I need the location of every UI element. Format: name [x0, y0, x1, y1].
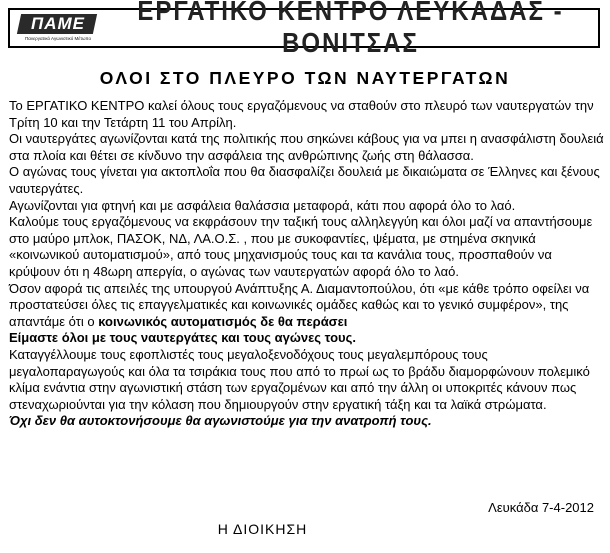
paragraph-2: Οι ναυτεργάτες αγωνίζονται κατά της πολιτικής που σηκώνει κάβους για να μπει η ανασφάλιστη δουλειά στα πλοία και θέτει σε κίνδυνο την ασφάλεια της ανθρώπινης ζωής στη θάλασσα. [9, 131, 604, 163]
document-body [9, 98, 605, 430]
document-date: Λευκάδα 7-4-2012 [488, 500, 594, 515]
signature: Η ΔΙΟΙΚΗΣΗ [217, 521, 308, 537]
paragraph-4: Αγωνίζονται για φτηνή και με ασφάλεια θαλάσσια μεταφορά, κάτι που αφορά όλο το λαό. [9, 197, 516, 213]
paragraph-1: Το ΕΡΓΑΤΙΚΟ ΚΕΝΤΡΟ καλεί όλους τους εργαζόμενους να σταθούν στο πλευρό των ναυτεργατών την Τρίτη 10 και την Τετάρτη 11 του Απρίλη. [9, 98, 594, 130]
paragraph-6 [9, 281, 605, 331]
closing-text: Όχι δεν θα αυτοκτονήσουμε θα αγωνιστούμε για την ανατροπή τους. [9, 413, 432, 429]
paragraph-5: Καλούμε τους εργαζόμενους να εκφράσουν την ταξική τους αλληλεγγύη και όλοι μαζί να απαντήσουμε στο μαύρο μπλοκ, ΠΑΣΟΚ, ΝΔ, ΛΑ.Ο.Σ. , που με συκοφαντίες, ψέματα, με στημένα σκηνικά «κοινωνικού αυτοματισμού», από τους μηχανισμούς τους και τα κανάλια τους, προσπαθούν να κρύψουν ότι η 48ωρη απεργία, ο αγώνας των ναυτεργατών αφορά όλο το λαό. [9, 214, 593, 279]
paragraph-denounce: Καταγγέλλουμε τους εφοπλιστές τους μεγαλοξενοδόχους τους μεγαλεμπόρους τους μεγαλοπαραγωγούς και όλα τα τσιράκια τους που από το πρωί ως το βράδυ διαμορφώνουν πολεμικό κλίμα ενάντια στην αγωνιστική στάση των εργαζομένων και από την άλλη οι υποκριτές κάνουν πως στεναχωριούνται για την κόλαση που δημιουργούν στην εργατική τάξη και τα λαϊκά στρώματα. [9, 346, 590, 412]
bold-statement-text: Είμαστε όλοι με τους ναυτεργάτες και τους αγώνες τους. [9, 330, 356, 346]
paragraph-6-text: Όσον αφορά τις απειλές της υπουργού Ανάπτυξης Α. Διαμαντοπούλου, ότι «με κάθε τρόπο οφείλει να προστατεύσει όλες τις επαγγελματικές και κοινωνικές ομάδες καθώς και το γενικό συμφέρον», της απαντάμε ότι ο [9, 280, 590, 329]
letterhead [8, 0, 600, 60]
document-title: ΟΛΟΙ ΣΤΟ ΠΛΕΥΡΟ ΤΩΝ ΝΑΥΤΕΡΓΑΤΩΝ [99, 68, 511, 88]
paragraph-3: Ο αγώνας τους γίνεται για ακτοπλοΐα που θα διασφαλίζει δουλειά με δικαιώματα σε Έλληνες και ξένους ναυτεργάτες. [9, 164, 600, 196]
paragraph-6-bold: κοινωνικός αυτοματισμός δε θα περάσει [98, 313, 348, 329]
logo-subtitle: Πανεργατικό Αγωνιστικό Μέτωπο [25, 36, 91, 41]
organization-title: ΕΡΓΑΤΙΚΟ ΚΕΝΤΡΟ ΛΕΥΚΑΔΑΣ - ΒΟΝΙΤΣΑΣ [137, 0, 564, 60]
closing-statement [9, 413, 605, 430]
bold-statement [9, 330, 605, 347]
pame-logo [13, 12, 103, 44]
logo-text: ΠΑΜΕ [31, 14, 85, 33]
